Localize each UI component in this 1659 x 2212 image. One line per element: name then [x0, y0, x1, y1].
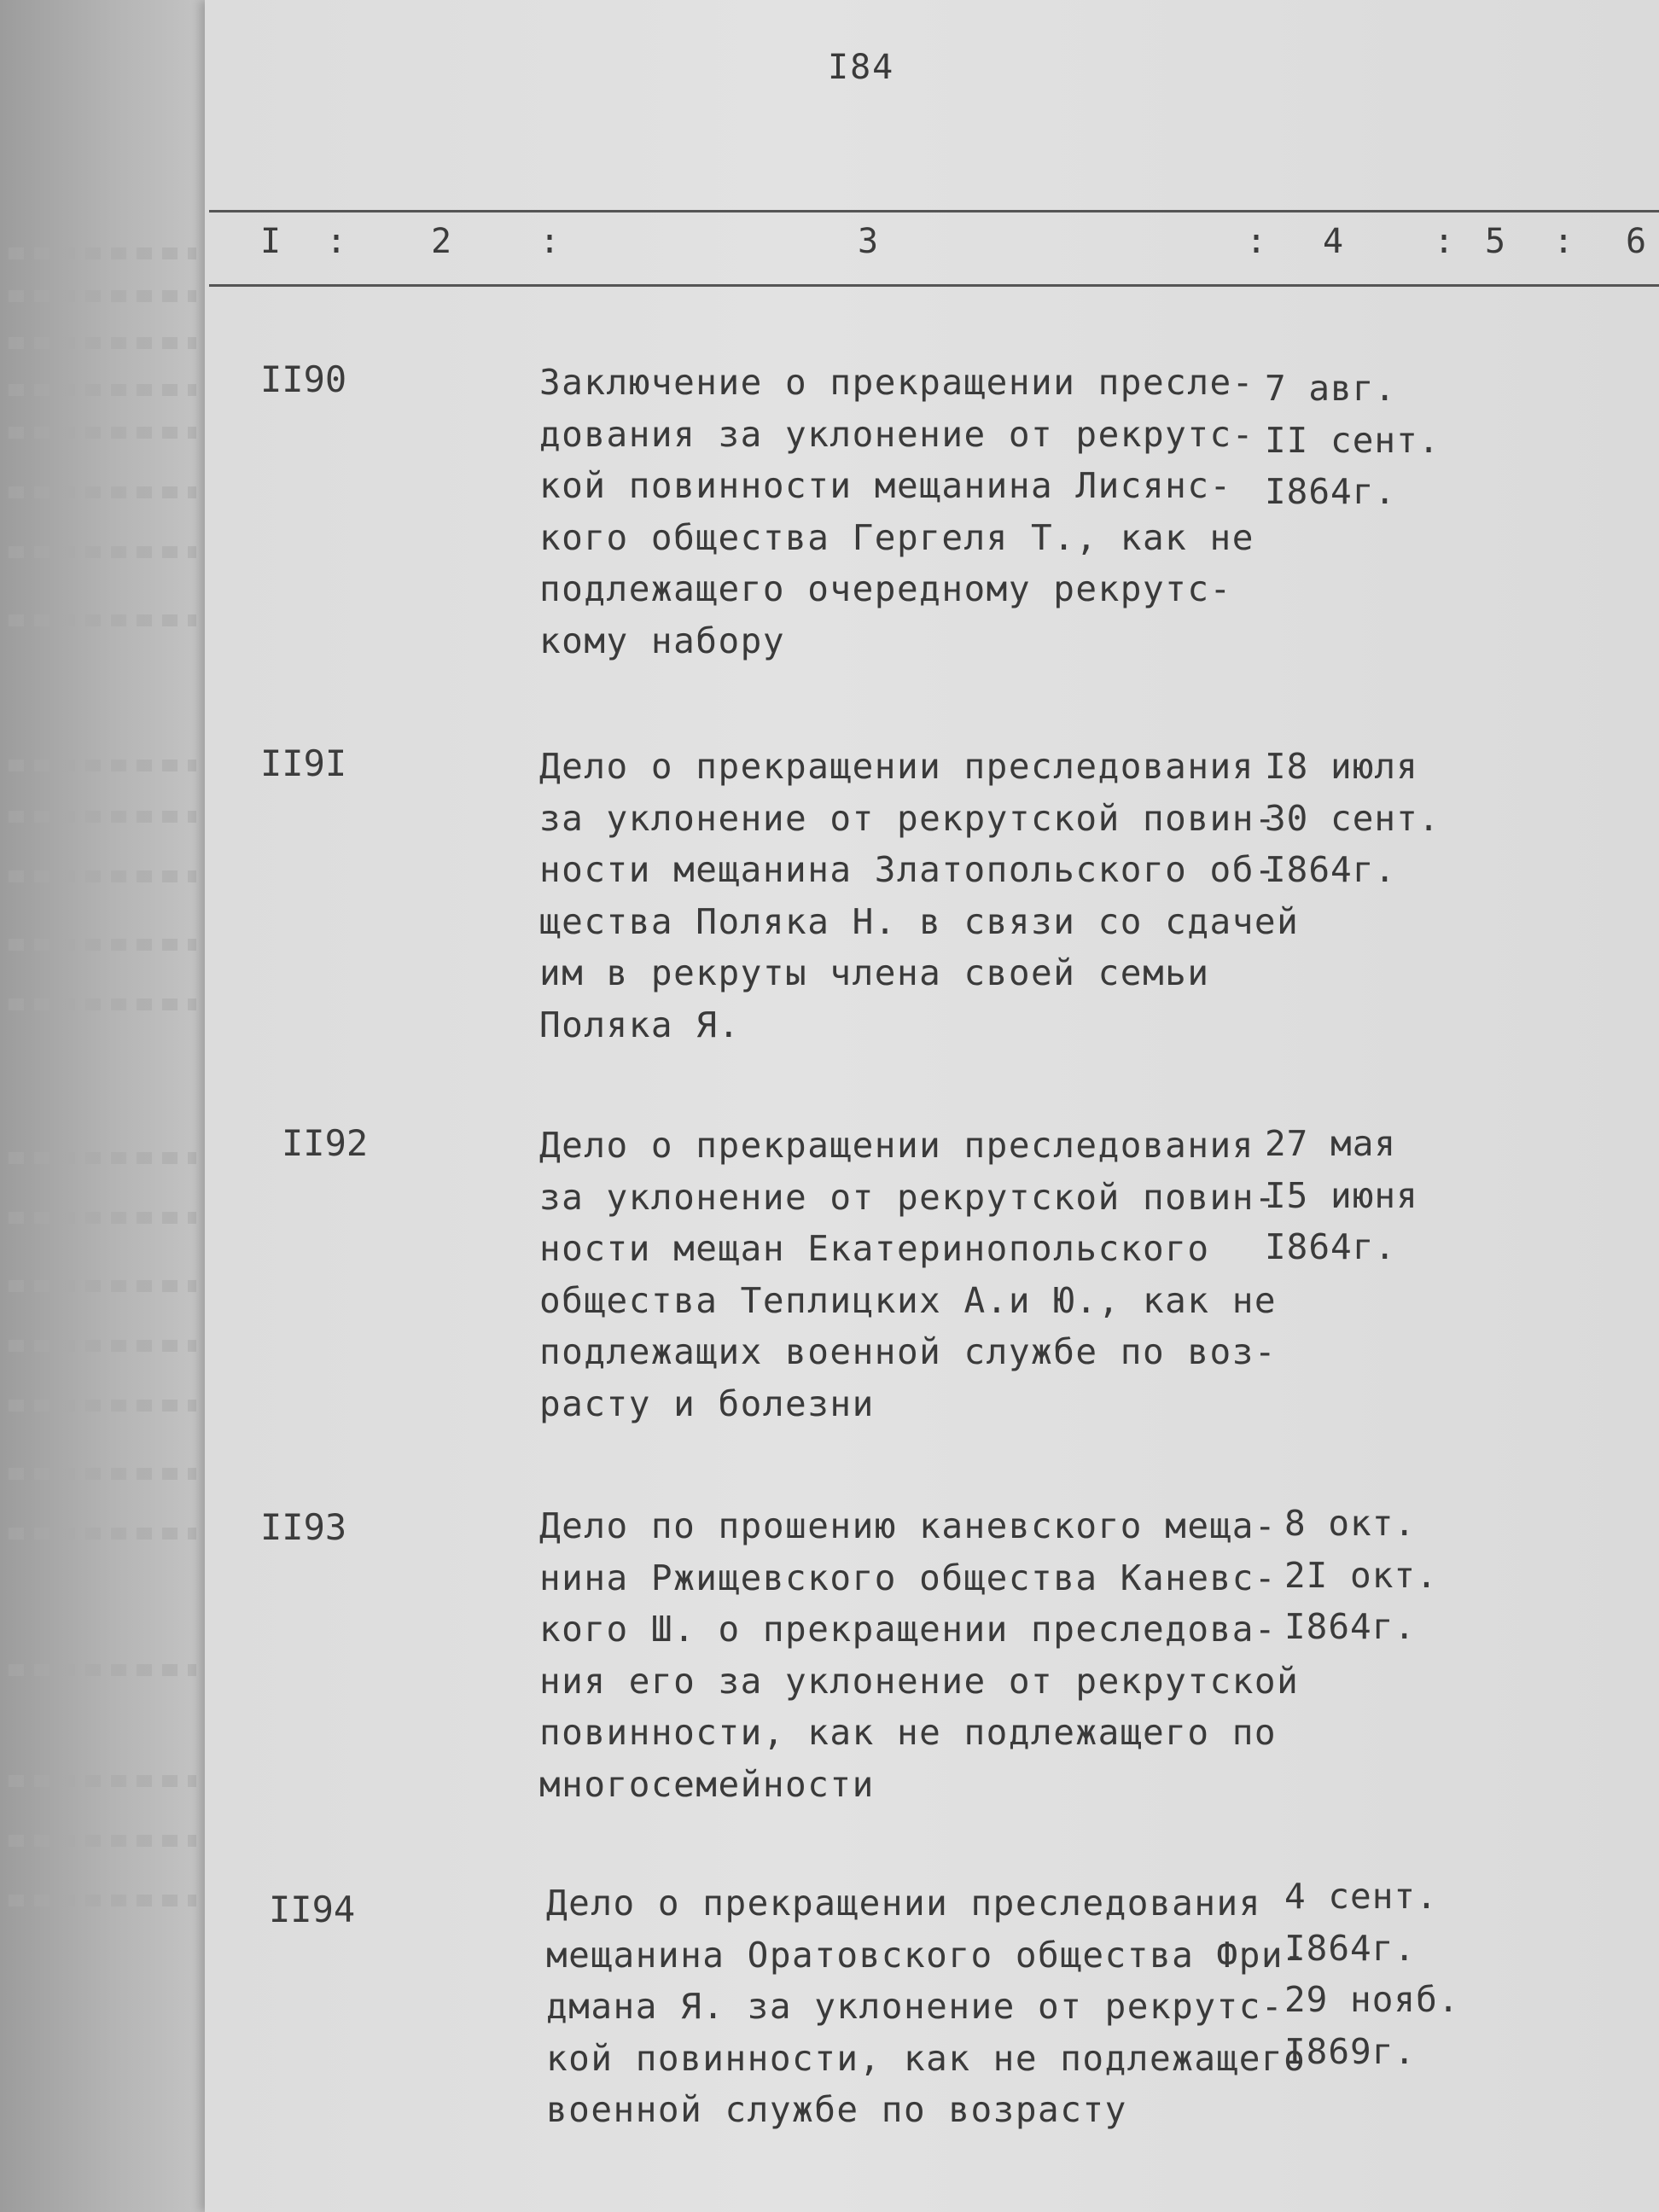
title-line: подлежащих военной службе по воз-: [539, 1331, 1278, 1372]
column-header-1: I: [260, 222, 282, 261]
title-line: общества Теплицких А.и Ю., как не: [539, 1279, 1278, 1321]
date-line: I864г.: [1265, 1226, 1397, 1267]
title-line: дования за уклонение от рекрутс-: [539, 413, 1254, 455]
title-line: щества Поляка Н. в связи со сдачей: [539, 900, 1300, 942]
title-line: военной службе по возрасту: [546, 2089, 1127, 2130]
date-line: I5 июня: [1265, 1174, 1418, 1216]
column-separator: :: [539, 222, 561, 261]
column-separator: :: [1246, 222, 1267, 261]
column-separator: :: [1434, 222, 1455, 261]
title-line: Поляка Я.: [539, 1004, 741, 1045]
entry-title: [539, 357, 1273, 667]
header-bottom-rule: [209, 284, 1659, 287]
title-line: за уклонение от рекрутской повин-: [539, 1176, 1278, 1218]
title-line: ния его за уклонение от рекрутской: [539, 1660, 1300, 1702]
entry-dates: [1284, 1498, 1481, 1653]
entry-title: [539, 1120, 1278, 1429]
title-line: мещанина Оратовского общества Фри-: [546, 1934, 1307, 1976]
column-header-5: 5: [1485, 222, 1506, 261]
title-line: подлежащего очередному рекрутс-: [539, 568, 1232, 609]
page-number: I84: [828, 48, 895, 87]
entry-dates: [1265, 1118, 1461, 1273]
entry-dates: [1284, 1871, 1481, 2077]
entry-number: II92: [282, 1122, 369, 1164]
title-line: расту и болезни: [539, 1382, 875, 1424]
title-line: повинности, как не подлежащего по: [539, 1712, 1278, 1753]
entry-title: [546, 1877, 1307, 2136]
title-line: ности мещанина Златопольского об-: [539, 849, 1278, 890]
adjacent-page-edge: [0, 0, 205, 2212]
title-line: кой повинности мещанина Лисянс-: [539, 465, 1232, 506]
date-line: 2I окт.: [1284, 1554, 1438, 1596]
column-separator: :: [326, 222, 347, 261]
date-line: 29 нояб.: [1284, 1979, 1460, 2020]
title-line: многосемейности: [539, 1763, 875, 1805]
date-line: I864г.: [1265, 471, 1397, 512]
title-line: Дело о прекращении преследования: [539, 1125, 1254, 1166]
title-line: кого общества Гергеля Т., как не: [539, 516, 1254, 558]
header-top-rule: [209, 210, 1659, 212]
date-line: I864г.: [1265, 849, 1397, 890]
title-line: Дело о прекращении преследования: [539, 746, 1254, 787]
title-line: Дело о прекращении преследования: [546, 1883, 1261, 1924]
title-line: кого Ш. о прекращении преследова-: [539, 1609, 1278, 1650]
entry-number: II9I: [260, 742, 347, 784]
entry-number: II90: [260, 358, 347, 400]
title-line: за уклонение от рекрутской повин-: [539, 797, 1278, 839]
entry-number: II94: [269, 1889, 356, 1930]
column-header-6: 6: [1626, 222, 1647, 261]
entry-dates: [1265, 741, 1461, 896]
title-line: кой повинности, как не подлежащего: [546, 2037, 1307, 2079]
date-line: I864г.: [1284, 1927, 1417, 1969]
date-line: 27 мая: [1265, 1123, 1397, 1164]
date-line: I8 июля: [1265, 746, 1418, 787]
date-line: I869г.: [1284, 2030, 1417, 2072]
date-line: I864г.: [1284, 1606, 1417, 1647]
column-header-4: 4: [1323, 222, 1344, 261]
date-line: II сент.: [1265, 419, 1441, 461]
title-line: Заключение о прекращении пресле-: [539, 362, 1254, 403]
date-line: 30 сент.: [1265, 797, 1441, 839]
title-line: им в рекруты члена своей семьи: [539, 952, 1210, 993]
title-line: дмана Я. за уклонение от рекрутс-: [546, 1986, 1284, 2027]
title-line: кому набору: [539, 620, 786, 661]
title-line: ности мещан Екатеринопольского: [539, 1228, 1210, 1269]
entry-number: II93: [260, 1506, 347, 1548]
title-line: Дело по прошению каневского меща-: [539, 1505, 1278, 1546]
column-header-3: 3: [858, 222, 879, 261]
date-line: 7 авг.: [1265, 368, 1397, 409]
entry-title: [539, 1500, 1300, 1810]
title-line: нина Ржищевского общества Каневс-: [539, 1557, 1278, 1598]
date-line: 8 окт.: [1284, 1503, 1417, 1544]
column-header-2: 2: [431, 222, 452, 261]
date-line: 4 сент.: [1284, 1876, 1438, 1917]
entry-dates: [1265, 363, 1461, 518]
column-separator: :: [1553, 222, 1575, 261]
entry-title: [539, 741, 1300, 1051]
